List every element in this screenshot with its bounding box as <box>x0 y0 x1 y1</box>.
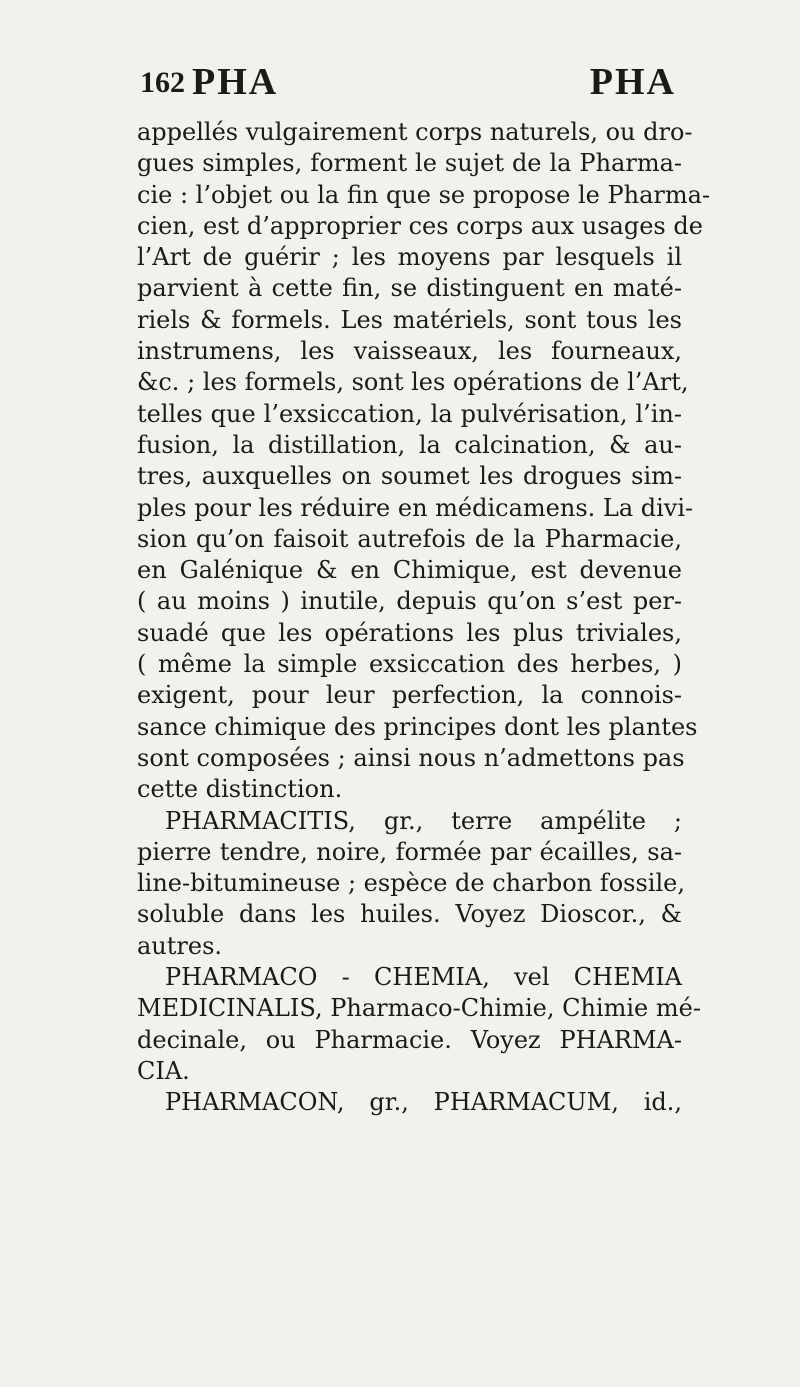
entry-pharmaco-chemia: PHARMACO - CHEMIA, vel CHEMIA <box>165 963 682 992</box>
text-line: appellés vulgairement corps naturels, ou dro- <box>137 118 693 146</box>
text-line: cette distinction. <box>137 775 343 804</box>
text-line: gues simples, forment le sujet de la Pharma- <box>137 149 682 178</box>
entry-pharmacon: PHARMACON, gr., PHARMACUM, id., <box>165 1088 682 1117</box>
body-text <box>137 117 711 1119</box>
text-line: CIA. <box>137 1056 190 1085</box>
text-line: &c. ; les formels, sont les opérations de l’Art, <box>137 368 689 397</box>
text-line: exigent, pour leur perfection, la connois- <box>137 681 682 710</box>
text-line: riels & formels. Les matériels, sont tous les <box>137 305 682 334</box>
text-line: en Galénique & en Chimique, est devenue <box>137 556 682 585</box>
text-line: soluble dans les huiles. Voyez Dioscor., & <box>137 900 682 929</box>
text-line: parvient à cette fin, se distinguent en maté- <box>137 274 682 303</box>
text-line: tres, auxquelles on soumet les drogues sim- <box>137 462 682 491</box>
entry-pharmacitis: PHARMACITIS, gr., terre ampélite ; <box>165 806 682 835</box>
text-line: ples pour les réduire en médicamens. La divi- <box>137 493 694 522</box>
text-line: ( au moins ) inutile, depuis qu’on s’est per- <box>137 587 682 616</box>
text-line: autres. <box>137 931 223 960</box>
text-line: cie : l’objet ou la fin que se propose le Pharma- <box>137 180 711 209</box>
text-line: sont composées ; ainsi nous n’admettons pas <box>137 743 685 772</box>
running-head-right: PHA <box>589 61 676 103</box>
page-number: 162 <box>140 66 185 99</box>
text-line: instrumens, les vaisseaux, les fourneaux, <box>137 337 682 366</box>
text-line: l’Art de guérir ; les moyens par lesquels il <box>137 243 682 272</box>
text-line: sance chimique des principes dont les plantes <box>137 712 698 741</box>
text-line: suadé que les opérations les plus triviales, <box>137 618 682 647</box>
running-head-left: PHA <box>192 61 279 103</box>
text-line: cien, est d’approprier ces corps aux usages de <box>137 211 703 240</box>
text-line: MEDICINALIS, Pharmaco-Chimie, Chimie mé- <box>137 994 701 1023</box>
page-header <box>140 58 680 108</box>
text-line: fusion, la distillation, la calcination, & au- <box>137 430 682 459</box>
text-line: sion qu’on faisoit autrefois de la Pharmacie, <box>137 524 682 553</box>
text-line: pierre tendre, noire, formée par écailles, sa- <box>137 837 682 866</box>
text-line: telles que l’exsiccation, la pulvérisation, l’in- <box>137 399 682 428</box>
text-line: line-bitumineuse ; espèce de charbon fossile, <box>137 869 685 898</box>
text-line: decinale, ou Pharmacie. Voyez PHARMA- <box>137 1025 682 1054</box>
text-line: ( même la simple exsiccation des herbes, ) <box>137 650 682 679</box>
